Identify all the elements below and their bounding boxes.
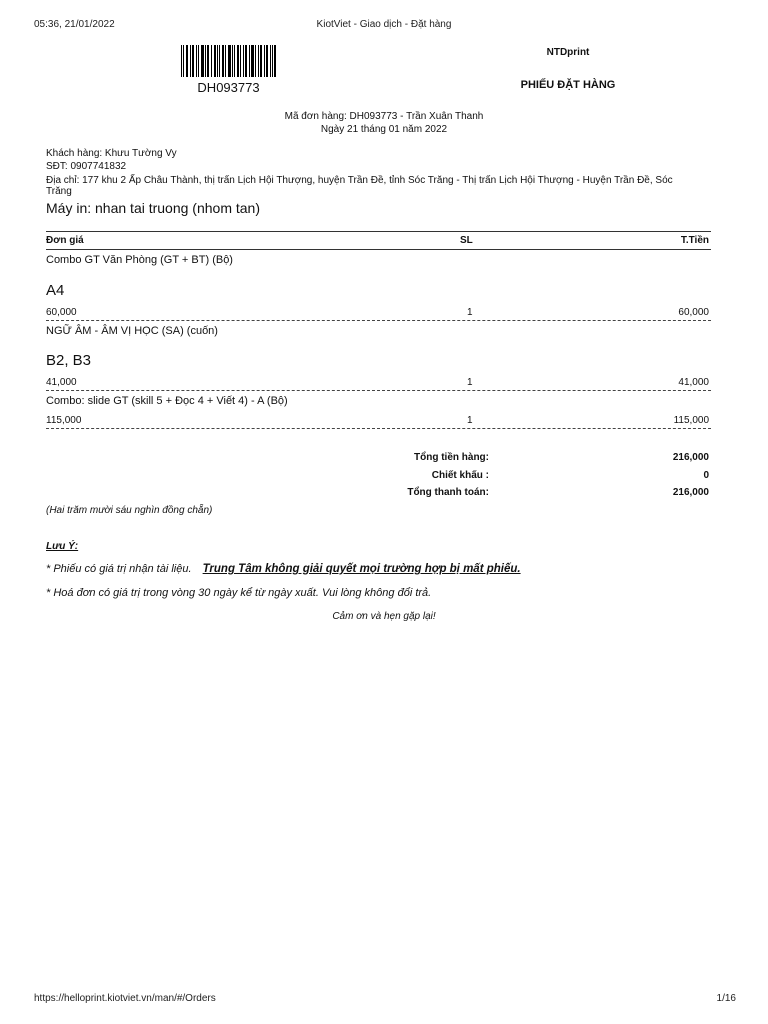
- print-url: https://helloprint.kiotviet.vn/man/#/Orders: [34, 993, 216, 1004]
- grand-total-value: 216,000: [672, 487, 709, 498]
- item-price: 41,000: [46, 377, 77, 388]
- item-qty: 1: [467, 377, 473, 388]
- thanks-message: Cảm ơn và hẹn gặp lại!: [332, 611, 436, 622]
- item-qty: 1: [467, 415, 473, 426]
- item-price: 60,000: [46, 307, 77, 318]
- amount-in-words: (Hai trăm mười sáu nghìn đồng chẵn): [46, 505, 213, 516]
- item-separator: [46, 428, 711, 429]
- notes-title: Lưu Ý:: [46, 541, 79, 552]
- note-receipt-text: * Phiếu có giá trị nhận tài liệu.: [46, 563, 192, 575]
- discount-value: 0: [703, 470, 709, 481]
- item-separator: [46, 320, 711, 321]
- customer-address-cont: Trăng: [46, 186, 72, 197]
- item-variant: A4: [46, 282, 65, 299]
- grand-total-label: Tổng thanh toán:: [407, 487, 489, 498]
- shop-name: NTDprint: [546, 47, 590, 58]
- discount-label: Chiết khấu :: [431, 470, 489, 481]
- print-page-title: KiotViet - Giao dịch - Đặt hàng: [316, 19, 452, 30]
- order-code-line: Mã đơn hàng: DH093773 - Trần Xuân Thanh: [284, 111, 484, 122]
- barcode-number: DH093773: [197, 80, 260, 95]
- note-receipt: [46, 563, 521, 575]
- barcode-image: [181, 45, 276, 77]
- col-header-total: T.Tiền: [680, 235, 709, 246]
- print-datetime: 05:36, 21/01/2022: [34, 19, 115, 30]
- note-validity: * Hoá đơn có giá trị trong vòng 30 ngày kể từ ngày xuất. Vui lòng không đổi trả.: [46, 587, 432, 599]
- order-date-line: Ngày 21 tháng 01 năm 2022: [320, 124, 448, 135]
- item-variant: B2, B3: [46, 352, 92, 369]
- col-header-price: Đơn giá: [46, 235, 84, 246]
- item-qty: 1: [467, 307, 473, 318]
- item-total: 115,000: [673, 415, 709, 426]
- table-top-rule: [46, 231, 711, 232]
- item-total: 60,000: [678, 307, 709, 318]
- item-name: NGỮ ÂM - ÂM VỊ HỌC (SA) (cuốn): [46, 325, 218, 337]
- item-name: Combo: slide GT (skill 5 + Đọc 4 + Viết 4) - A (Bộ): [46, 395, 288, 407]
- item-name: Combo GT Văn Phòng (GT + BT) (Bộ): [46, 254, 233, 266]
- subtotal-label: Tổng tiền hàng:: [414, 452, 489, 463]
- customer-address: Địa chỉ: 177 khu 2 Ấp Châu Thành, thị trấn Lịch Hội Thượng, huyện Trần Đề, tỉnh Sóc Trăng - Thị trấn Lịch Hội Thượng - Huyện Trần Đề, Sóc: [46, 175, 673, 186]
- subtotal-value: 216,000: [672, 452, 709, 463]
- item-separator: [46, 390, 711, 391]
- document-title: PHIẾU ĐẶT HÀNG: [520, 79, 616, 91]
- print-page-number: 1/16: [716, 993, 736, 1004]
- item-price: 115,000: [46, 415, 82, 426]
- item-total: 41,000: [678, 377, 709, 388]
- customer-phone: SĐT: 0907741832: [46, 161, 127, 172]
- printer-info: Máy in: nhan tai truong (nhom tan): [46, 200, 261, 216]
- customer-name: Khách hàng: Khưu Tường Vy: [46, 148, 177, 159]
- note-receipt-warning: Trung Tâm không giải quyết mọi trường hợp bị mất phiếu.: [202, 563, 521, 575]
- table-header-rule: [46, 249, 711, 250]
- col-header-qty: SL: [460, 235, 473, 246]
